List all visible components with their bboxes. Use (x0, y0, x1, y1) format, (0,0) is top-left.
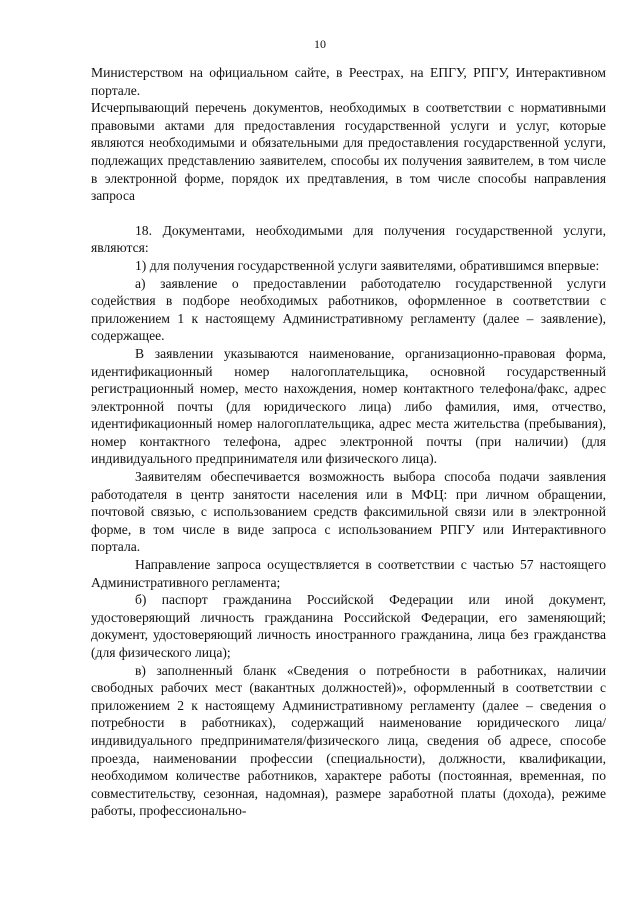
paragraph-request-direction: Направление запроса осуществляется в соответствии с частью 57 настоящего Административного регламента; (91, 557, 606, 590)
spacer (91, 205, 606, 222)
paragraph-submission-methods: Заявителям обеспечивается возможность выбора способа подачи заявления работодателя в центр занятости населения или в МФЦ: при личном обращении, почтовой связью, с использованием средств факсимильной связи или в электронной форме, в том числе в виде запроса с использованием РПГУ или Интерактивного портала. (91, 469, 606, 555)
paragraph-18: 18. Документами, необходимыми для получения государственной услуги, являются: (91, 222, 606, 256)
paragraph-application-contents: В заявлении указываются наименование, организационно-правовая форма, идентификационный номер налогоплательщика, основной государственный регистрационный номер, место нахождения, номер контактного телефона/факс, адрес электронной почты (для юридического лица) либо фамилия, имя, отчество, идентификационный номер налогоплательщика, адрес места жительства (пребывания), номер контактного телефона, адрес электронной почты (при наличии) (для индивидуального предпринимателя или физического лица). (91, 345, 606, 467)
paragraph-item-v: в) заполненный бланк «Сведения о потребности в работниках, наличии свободных рабочих мест (вакантных должностей)», оформленный в соответствии с приложением 2 к настоящему Административному регламенту (далее – сведения о потребности в работниках), содержащий наименование юридического лица/индивидуального предпринимателя/физического лица, сведения об адресе, способе проезда, наименовании профессии (специальности), должности, квалификации, необходимом количестве работников, характере работы (постоянная, временная, по совместительству, сезонная, надомная), размере заработной платы (дохода), режиме работы, профессионально- (91, 662, 606, 819)
section-heading: Исчерпывающий перечень документов, необходимых в соответствии с нормативными правовыми актами для предоставления государственной услуги и услуг, которые являются необходимыми и обязательными для предоставления государственной услуги, подлежащих представлению заявителем, способы их получения заявителем, в том числе в электронной форме, порядок их предтавления, в том числе способы направления запроса (91, 100, 606, 204)
paragraph-item-1: 1) для получения государственной услуги заявителями, обратившимся впервые: (135, 257, 600, 273)
document-body (91, 64, 606, 820)
page-number: 10 (314, 37, 326, 51)
paragraph-item-a: а) заявление о предоставлении работодателю государственной услуги содействия в подборе необходимых работников, оформленное в соответствии с приложением 1 к настоящему Административному регламенту (далее – заявление), содержащее. (91, 275, 606, 344)
paragraph-item-b: б) паспорт гражданина Российской Федерации или иной документ, удостоверяющий личность гражданина Российской Федерации, его заменяющий; документ, удостоверяющий личность иностранного гражданина, лица без гражданства (для физического лица); (91, 592, 606, 660)
intro-paragraph: Министерством на официальном сайте, в Реестрах, на ЕПГУ, РПГУ, Интерактивном портале. (91, 65, 606, 98)
